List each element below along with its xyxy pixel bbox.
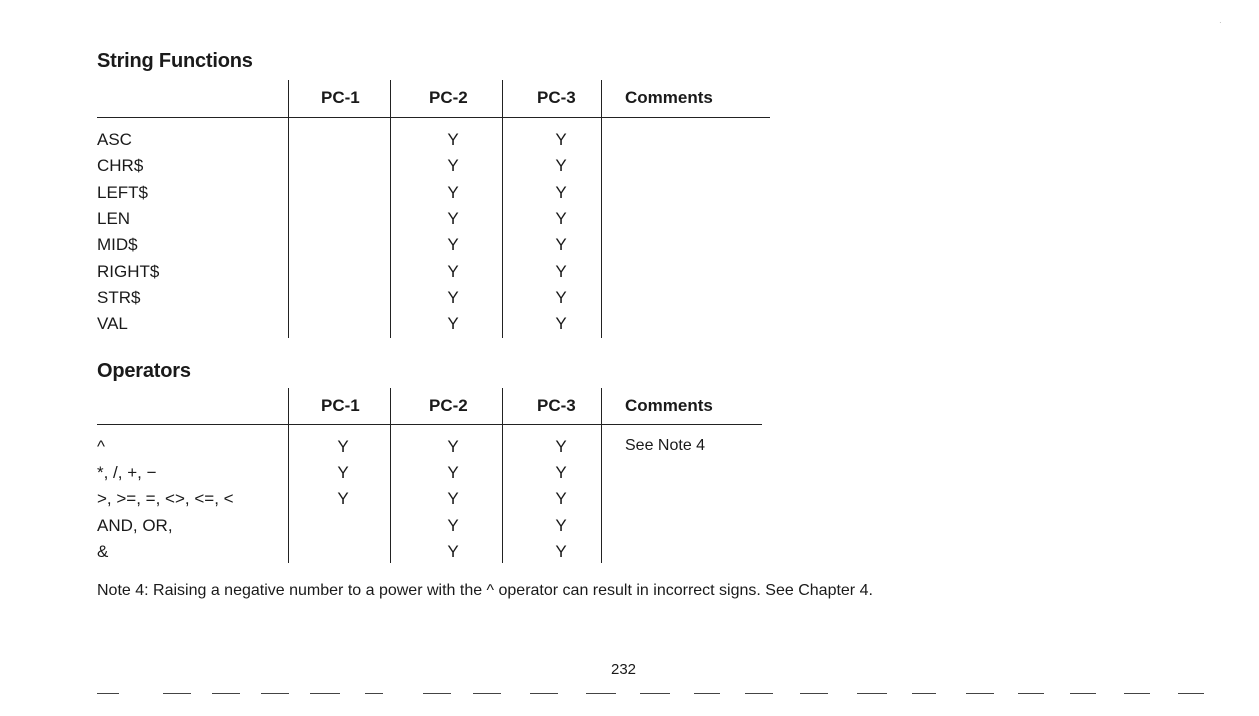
- column-divider: [601, 80, 602, 338]
- pc3-support-cell: Y: [555, 130, 567, 149]
- column-divider: [502, 388, 503, 563]
- column-header: PC-2: [429, 396, 468, 415]
- footer-dash: [694, 693, 720, 694]
- row-label: ^: [97, 437, 105, 456]
- row-label: LEFT$: [97, 182, 149, 202]
- column-header: Comments: [625, 396, 713, 415]
- pc2-support-cell: Y: [447, 261, 459, 281]
- column-header: PC-1: [321, 396, 360, 415]
- pc3-support-cell: Y: [555, 314, 567, 334]
- row-label: STR$: [97, 287, 141, 307]
- footer-dash: [163, 693, 191, 694]
- pc3-support-cell: Y: [555, 235, 567, 255]
- pc3-support-cell: Y: [555, 437, 567, 456]
- footer-dash: [1178, 693, 1204, 694]
- row-label: >, >=, =, <>, <=, <: [97, 489, 234, 509]
- row-label: *, /, +, −: [97, 463, 157, 483]
- string-functions-title: String Functions: [97, 50, 253, 72]
- column-header: PC-2: [429, 88, 468, 107]
- row-label: &: [97, 541, 109, 561]
- pc3-support-cell: Y: [555, 287, 567, 307]
- row-label: VAL: [97, 314, 128, 334]
- footer-dash: [97, 693, 119, 694]
- pc1-support-cell: Y: [337, 437, 349, 456]
- pc3-support-cell: Y: [555, 489, 567, 509]
- pc2-support-cell: Y: [447, 463, 459, 483]
- column-header: PC-3: [537, 396, 576, 415]
- row-label: RIGHT$: [97, 261, 160, 281]
- operators-title: Operators: [97, 360, 191, 382]
- footer-dash: [365, 693, 383, 694]
- footer-dash: [586, 693, 616, 694]
- footer-dash: [212, 693, 240, 694]
- footer-dash: [310, 693, 340, 694]
- footer-dash: [800, 693, 828, 694]
- column-divider: [288, 80, 289, 338]
- footer-dash: [857, 693, 887, 694]
- pc2-support-cell: Y: [447, 314, 459, 334]
- pc2-support-cell: Y: [447, 287, 459, 307]
- pc2-support-cell: Y: [447, 437, 459, 456]
- pc3-support-cell: Y: [555, 261, 567, 281]
- column-divider: [390, 388, 391, 563]
- column-divider: [502, 80, 503, 338]
- header-rule: [97, 117, 770, 118]
- column-divider: [390, 80, 391, 338]
- scan-mark: ·: [1219, 18, 1222, 27]
- pc1-support-cell: Y: [337, 489, 349, 509]
- pc3-support-cell: Y: [555, 208, 567, 228]
- pc2-support-cell: Y: [447, 130, 459, 149]
- pc3-support-cell: Y: [555, 515, 567, 535]
- pc2-support-cell: Y: [447, 541, 459, 561]
- pc1-support-cell: Y: [337, 463, 349, 483]
- footer-dash: [530, 693, 558, 694]
- footer-dash: [473, 693, 501, 694]
- column-header: PC-3: [537, 88, 576, 107]
- footer-dash: [423, 693, 451, 694]
- pc2-support-cell: Y: [447, 235, 459, 255]
- page-number: 232: [611, 661, 637, 678]
- column-divider: [288, 388, 289, 563]
- pc2-support-cell: Y: [447, 208, 459, 228]
- column-header: Comments: [625, 88, 713, 107]
- pc3-support-cell: Y: [555, 463, 567, 483]
- footer-dash: [261, 693, 289, 694]
- footer-dash: [912, 693, 936, 694]
- row-label: CHR$: [97, 156, 144, 176]
- pc3-support-cell: Y: [555, 541, 567, 561]
- pc2-support-cell: Y: [447, 515, 459, 535]
- pc2-support-cell: Y: [447, 489, 459, 509]
- pc3-support-cell: Y: [555, 156, 567, 176]
- note-4: Note 4: Raising a negative number to a power with the ^ operator can result in incorrect signs. See Chapter 4.: [97, 582, 873, 599]
- column-header: PC-1: [321, 88, 360, 107]
- pc2-support-cell: Y: [447, 182, 459, 202]
- row-label: MID$: [97, 235, 138, 255]
- row-label: ASC: [97, 130, 132, 149]
- row-label: AND, OR,: [97, 515, 173, 535]
- comment-cell: See Note 4: [625, 437, 706, 454]
- footer-dash: [1018, 693, 1044, 694]
- footer-dash: [966, 693, 994, 694]
- footer-dash: [640, 693, 670, 694]
- footer-dash: [1070, 693, 1096, 694]
- header-rule: [97, 424, 762, 425]
- column-divider: [601, 388, 602, 563]
- footer-dash: [1124, 693, 1150, 694]
- pc3-support-cell: Y: [555, 182, 567, 202]
- row-label: LEN: [97, 208, 131, 228]
- pc2-support-cell: Y: [447, 156, 459, 176]
- footer-dash: [745, 693, 773, 694]
